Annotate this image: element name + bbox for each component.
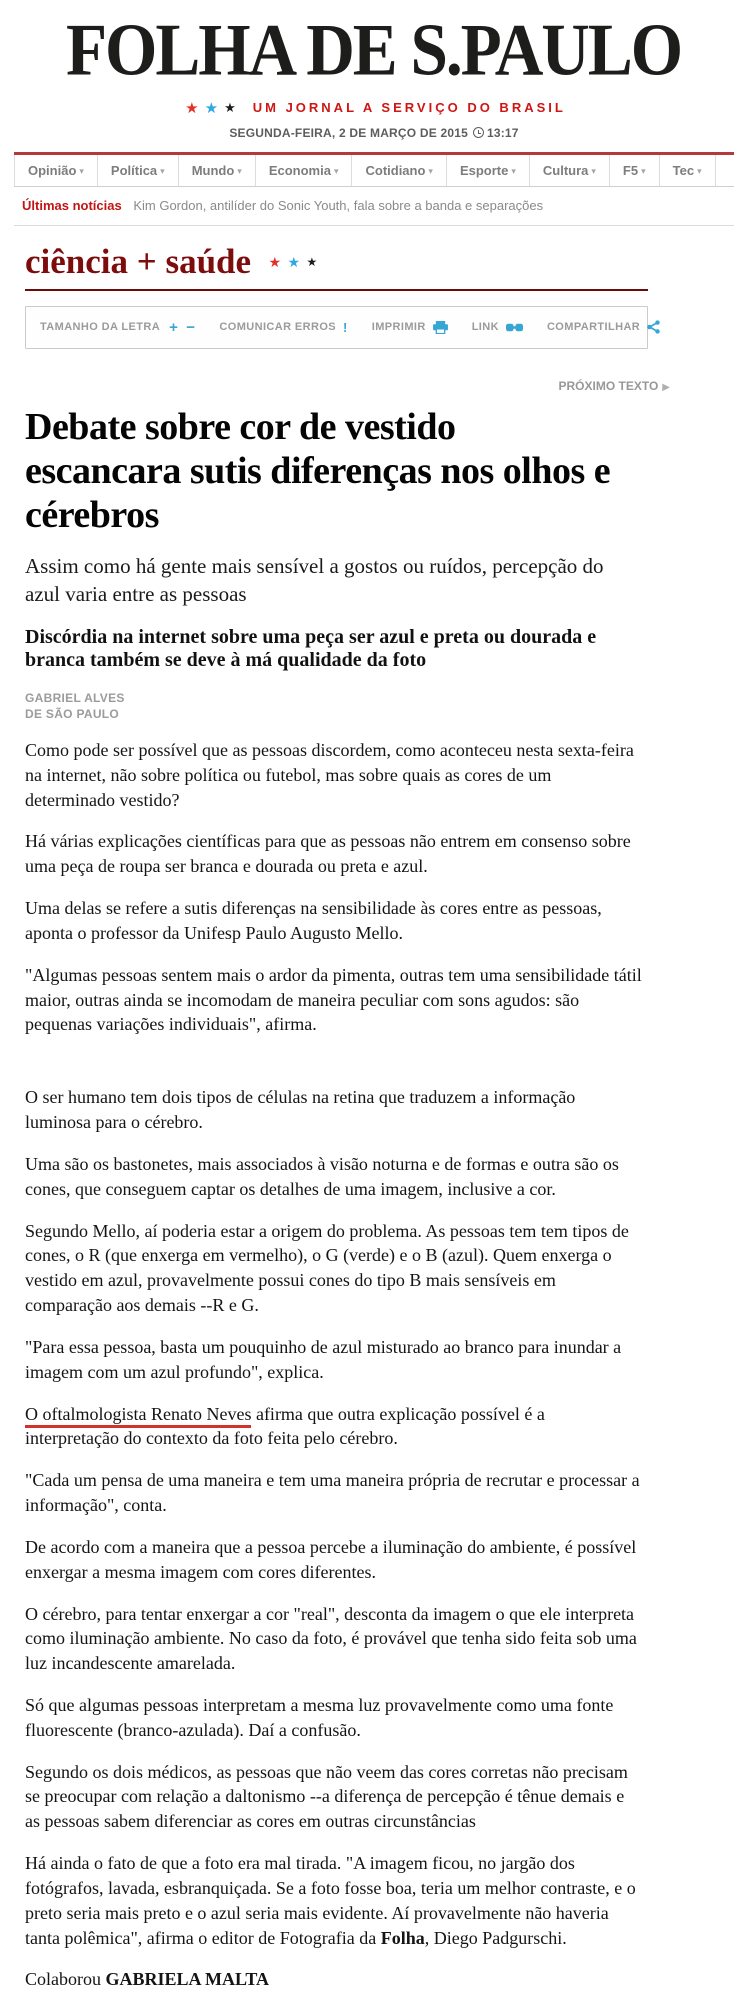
link-icon (506, 323, 523, 332)
section-stars (268, 254, 319, 272)
folha-emphasis: Folha (380, 1927, 425, 1948)
link-button[interactable] (472, 321, 523, 333)
article-paragraph: Como pode ser possível que as pessoas discordem, como aconteceu nesta sexta-feira na internet, não sobre política ou futebol, mas sobre quais as cores de um determinado vestido? (25, 739, 634, 810)
link-label: LINK (471, 321, 499, 334)
chevron-down-icon: ▾ (428, 165, 433, 176)
section-header (25, 242, 723, 282)
nav-item-cotidiano[interactable] (352, 155, 446, 186)
latest-news-label[interactable]: Últimas notícias (22, 197, 122, 213)
byline-author: GABRIEL ALVES (25, 690, 125, 705)
folha-logo[interactable]: FOLHA DE S.PAULO (66, 9, 682, 92)
section-title[interactable]: ciência + saúde (25, 241, 252, 281)
print-button[interactable] (372, 321, 448, 334)
nav-item-politica[interactable] (98, 155, 179, 186)
share-button[interactable] (547, 320, 660, 334)
article-toolbar (25, 306, 648, 349)
nav-item-esporte[interactable] (447, 155, 530, 186)
article-paragraph: Uma são os bastonetes, mais associados à visão noturna e de formas e outra são os cones, que conseguem captar os detalhes de uma imagem, inclusive a cor. (25, 1153, 619, 1199)
nav-item-label: Opinião (28, 162, 77, 178)
next-text-label: PRÓXIMO TEXTO (558, 378, 659, 393)
article-paragraph: Há várias explicações científicas para que as pessoas não entrem em consenso sobre uma peça de roupa ser branca e dourada ou preta e azul. (25, 831, 631, 877)
credit-name: GABRIELA MALTA (105, 1969, 270, 1990)
nav-item-label: Economia (268, 162, 331, 178)
share-label: COMPARTILHAR (546, 321, 641, 334)
article-paragraph: Segundo os dois médicos, as pessoas que não veem das cores corretas não precisam se preocupar com relação a daltonismo --a diferença de percepção é tênue demais e as pessoas sabem diferenciar as cores em outras circunstâncias (25, 1761, 628, 1832)
article-body (25, 738, 642, 1992)
dateline (0, 126, 748, 140)
printer-icon (433, 321, 448, 334)
masthead-tagline: UM JORNAL A SERVIÇO DO BRASIL (252, 100, 566, 116)
article-subtitle: Assim como há gente mais sensível a gostos ou ruídos, percepção do azul varia entre as pessoas (25, 553, 604, 606)
article-paragraph: Só que algumas pessoas interpretam a mesma luz provavelmente como uma fonte fluorescente (branco-azulada). Daí a confusão. (25, 1694, 614, 1740)
chevron-down-icon: ▾ (511, 165, 516, 176)
font-decrease-button[interactable]: − (186, 318, 196, 336)
article-byline (25, 690, 723, 722)
nav-item-economia[interactable] (256, 155, 353, 186)
nav-item-cultura[interactable] (530, 155, 610, 186)
paragraph-text: afirma que outra explicação possível é a interpretação do contexto da foto feita pelo cérebro. (25, 1403, 545, 1449)
font-increase-button[interactable]: + (169, 318, 179, 336)
latest-news-headline[interactable]: Kim Gordon, antilíder do Sonic Youth, fala sobre a banda e separações (133, 197, 544, 213)
chevron-down-icon: ▾ (591, 165, 596, 176)
star-icon: ★ (287, 253, 301, 270)
nav-item-mundo[interactable] (179, 155, 256, 186)
collaboration-credit (25, 1967, 642, 1992)
font-size-label-text: TAMANHO DA LETRA (40, 321, 161, 334)
star-icon: ★ (306, 255, 318, 270)
dateline-time: 13:17 (486, 125, 519, 140)
byline-location: DE SÃO PAULO (25, 706, 120, 721)
paragraph-text: Há ainda o fato de que a foto era mal tirada. "A imagem ficou, no jargão dos fotógrafos, lavada, esbranquiçada. Se a foto fosse boa, teria um melhor contraste, e o preto seria mais preto e o azul seria mais evidente. Aí provavelmente não haveria tanta polêmica", afirma o editor de Fotografia da (25, 1853, 636, 1948)
paragraph-text: , Diego Padgurschi. (424, 1927, 567, 1948)
report-errors-button[interactable] (219, 320, 347, 335)
chevron-down-icon: ▾ (641, 165, 646, 176)
dateline-date: SEGUNDA-FEIRA, 2 DE MARÇO DE 2015 (229, 125, 468, 140)
report-errors-label: COMUNICAR ERROS (219, 321, 337, 334)
next-text-link[interactable] (559, 379, 671, 393)
masthead (0, 0, 748, 140)
tagline-row (0, 99, 748, 117)
nav-item-tec[interactable] (660, 155, 716, 186)
share-icon (647, 320, 660, 334)
alert-icon: ! (343, 319, 348, 335)
print-label: IMPRIMIR (371, 321, 426, 334)
nav-item-label: Cotidiano (365, 162, 426, 178)
chevron-down-icon: ▾ (160, 165, 165, 176)
article-paragraph: O ser humano tem dois tipos de células na retina que traduzem a informação luminosa para o cérebro. (25, 1087, 576, 1133)
article-paragraph: Segundo Mello, aí poderia estar a origem do problema. As pessoas tem tem tipos de cones, o R (que enxerga em vermelho), o G (verde) e o B (azul). Quem enxerga o vestido em azul, provavelmente possui cones do tipo B mais sensíveis em comparação aos demais --R e G. (25, 1220, 629, 1316)
article-headline: Debate sobre cor de vestido escancara sutis diferenças nos olhos e cérebros (25, 405, 611, 536)
star-icon: ★ (185, 99, 199, 117)
chevron-down-icon: ▾ (333, 165, 339, 176)
article-deck: Discórdia na internet sobre uma peça ser azul e preta ou dourada e branca também se deve à má qualidade da foto (25, 625, 597, 671)
main-nav (14, 152, 734, 187)
nav-item-label: Esporte (459, 162, 509, 178)
credit-prefix: Colaborou (25, 1969, 106, 1990)
section-divider (25, 289, 648, 291)
chevron-down-icon: ▾ (237, 165, 242, 176)
nav-item-f5[interactable] (610, 155, 660, 186)
article-paragraph: "Algumas pessoas sentem mais o ardor da pimenta, outras tem uma sensibilidade tátil maior, outras ainda se incomodam de maneira peculiar com sons agudos: são pequenas variações individuais", afirma. (25, 964, 642, 1035)
annotated-link-renato-neves[interactable]: O oftalmologista Renato Neves (25, 1404, 251, 1428)
chevron-down-icon: ▾ (697, 165, 702, 176)
chevron-down-icon: ▾ (79, 165, 84, 176)
nav-item-opiniao[interactable] (14, 155, 98, 186)
star-icon: ★ (224, 99, 236, 115)
nav-item-label: Política (110, 162, 158, 178)
article-paragraph: "Para essa pessoa, basta um pouquinho de azul misturado ao branco para inundar a imagem com um azul profundo", explica. (25, 1336, 622, 1382)
article-paragraph: Uma delas se refere a sutis diferenças na sensibilidade às cores entre as pessoas, aponta o professor da Unifesp Paulo Augusto Mello. (25, 898, 602, 943)
latest-news-ticker (14, 187, 734, 226)
nav-item-label: Tec (672, 162, 695, 178)
star-icon: ★ (204, 99, 219, 117)
arrow-right-icon: ▶ (662, 381, 670, 393)
font-size-label (40, 321, 160, 333)
article-paragraph: O cérebro, para tentar enxergar a cor "real", desconta da imagem o que ele interpreta como iluminação ambiente. No caso da foto, é provável que tenha sido feita sob uma luz incandescente amarelada. (25, 1603, 637, 1674)
star-icon: ★ (268, 253, 282, 270)
nav-item-label: Mundo (191, 162, 235, 178)
article-paragraph (25, 1851, 642, 1950)
clock-icon (473, 127, 484, 138)
article-paragraph: "Cada um pensa de uma maneira e tem uma maneira própria de recrutar e processar a informação", conta. (25, 1470, 640, 1516)
article-paragraph: De acordo com a maneira que a pessoa percebe a iluminação do ambiente, é possível enxergar a mesma imagem com cores diferentes. (25, 1536, 637, 1582)
nav-item-label: Cultura (542, 162, 589, 178)
article-paragraph (25, 1402, 642, 1452)
nav-item-label: F5 (622, 162, 639, 178)
next-text-row (25, 379, 670, 393)
